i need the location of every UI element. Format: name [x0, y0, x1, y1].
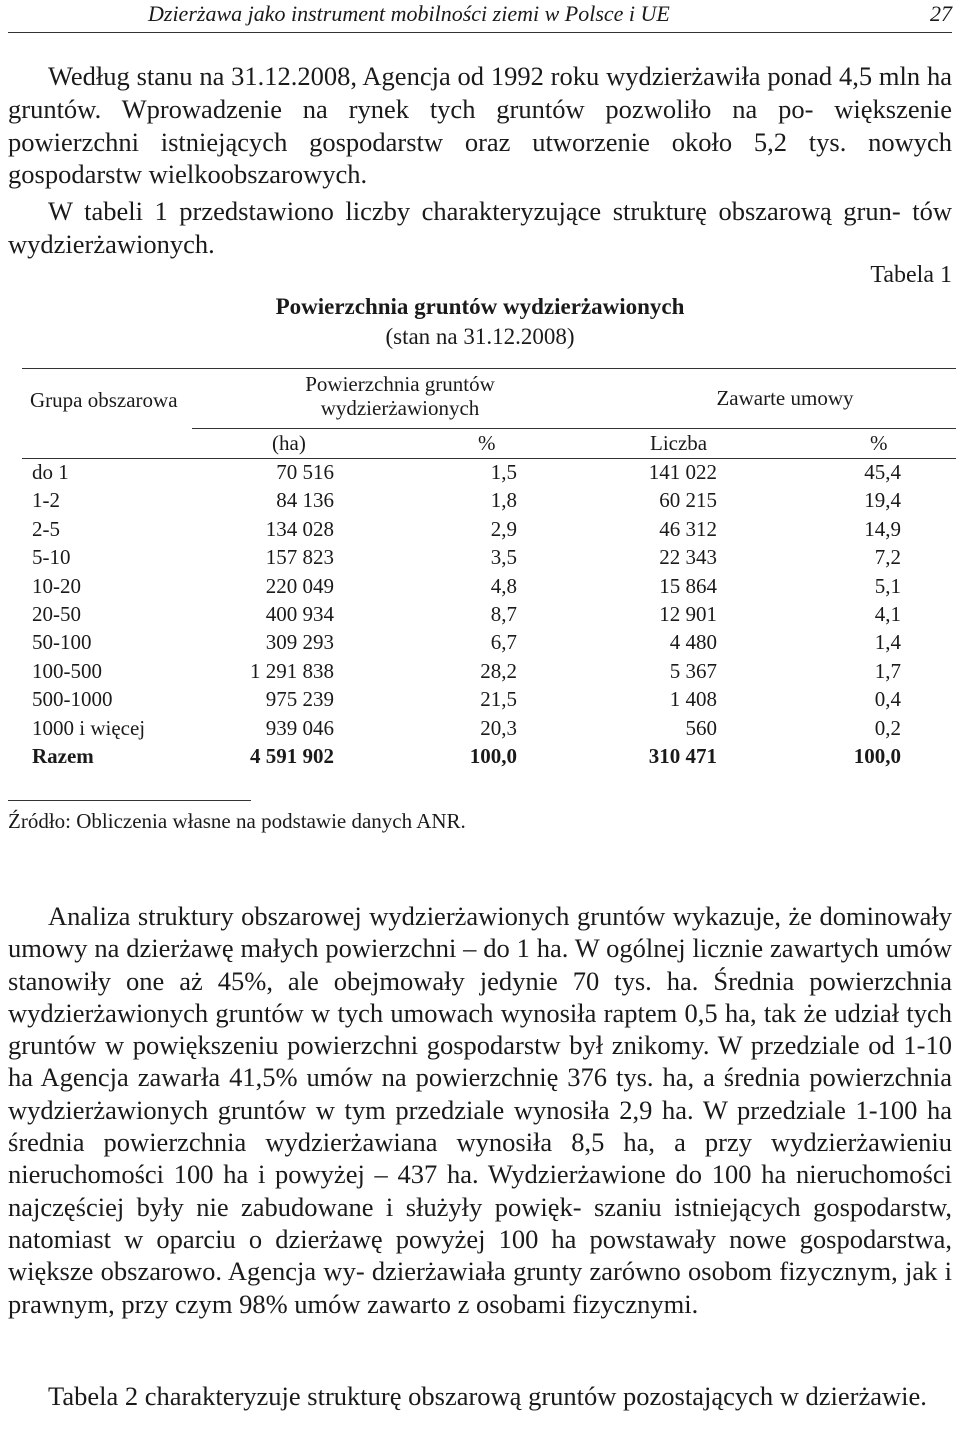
table-header-area: Powierzchnia gruntów wydzierżawionych [305, 372, 495, 420]
cell-group: 100-500 [32, 658, 102, 683]
paragraph-3-line: wydzierżawionych gruntów w tym przedziale wynosiła 2,9 ha. W przedziale [8, 1094, 846, 1125]
cell-group: do 1 [32, 460, 69, 484]
table-row [0, 486, 960, 514]
cell-area-ha: 4 591 902 [250, 743, 334, 768]
table-row [0, 458, 960, 486]
table-top-rule [22, 368, 956, 369]
cell-area-ha: 84 136 [276, 488, 334, 513]
page-number: 27 [930, 1, 952, 26]
cell-contract-count: 560 [685, 715, 717, 740]
paragraph-3-line: 100 ha powstawały nowe gospodarstwa, większe obszarowo. Agencja wy- [8, 1223, 952, 1287]
source-rule [8, 800, 251, 801]
cell-contract-count: 310 471 [648, 743, 717, 768]
cell-contract-count: 4 480 [669, 630, 717, 655]
paragraph-3-line: tys. ha. Średnia powierzchnia wydzierżawionych gruntów w tych umowach [8, 965, 953, 1028]
cell-area-ha: 70 516 [276, 460, 334, 484]
paragraph-3-line: wynosiła raptem 0,5 ha, tak że udział tych gruntów w powiększeniu [8, 997, 953, 1061]
table-header-mid-rule [192, 428, 956, 429]
paragraph-1-line: Według stanu na 31.12.2008, Agencja od 1992 roku wydzierżawiła ponad [48, 61, 833, 91]
cell-contract-percent: 5,1 [874, 573, 901, 598]
table-label: Tabela 1 [870, 262, 952, 288]
cell-group: Razem [32, 743, 94, 768]
table-row [0, 572, 960, 600]
paragraph-3-line: 98% umów zawarto z osobami fizycznymi. [239, 1288, 699, 1319]
running-header [8, 0, 952, 33]
paragraph-3-line: Analiza struktury obszarowej wydzierżawionych gruntów wykazuje, że [48, 901, 812, 931]
cell-group: 1000 i więcej [32, 715, 146, 740]
table-row [0, 515, 960, 543]
cell-contract-count: 22 343 [659, 545, 717, 570]
cell-contract-percent: 100,0 [853, 743, 901, 768]
paragraph-3-line: do 100 ha nieruchomości najczęściej były nie zabudowane i służyły powięk- [8, 1159, 952, 1222]
paragraph-4-line: Tabela 2 charakteryzuje strukturę obszarową gruntów pozostających [48, 1381, 774, 1411]
table-subtitle: (stan na 31.12.2008) [385, 324, 575, 349]
paragraph-3-line: wydzierżawieniu nieruchomości 100 ha i powyżej – 437 ha. Wydzierżawione [8, 1127, 952, 1190]
paragraph-2 [8, 195, 952, 261]
paragraph-1-line: tys. nowych gospodarstw wielkoobszarowych. [8, 126, 952, 190]
cell-area-percent: 20,3 [480, 715, 517, 740]
table-header-group: Grupa obszarowa [30, 388, 178, 412]
cell-area-ha: 309 293 [265, 630, 334, 655]
table-title: Powierzchnia gruntów wydzierżawionych [275, 294, 685, 319]
cell-area-percent: 8,7 [490, 601, 517, 626]
table-row [0, 543, 960, 571]
cell-area-ha: 939 046 [265, 715, 334, 740]
table-source-note: Źródło: Obliczenia własne na podstawie danych ANR. [8, 809, 466, 833]
cell-area-percent: 3,5 [490, 545, 517, 570]
paragraph-2-line: W tabeli 1 przedstawiono liczby charakteryzujące strukturę obszarową grun- [48, 196, 901, 226]
cell-group: 2-5 [32, 516, 60, 541]
paragraph-4 [8, 1380, 952, 1412]
paragraph-1-line: 4,5 mln ha gruntów. Wprowadzenie na rynek tych gruntów pozwoliło na po- [8, 61, 952, 124]
cell-area-percent: 1,5 [490, 460, 517, 484]
cell-group: 10-20 [32, 573, 81, 598]
paragraph-3-line: zawarła 41,5% umów na powierzchnię 376 tys. ha, a średnia powierzchnia [137, 1062, 953, 1093]
cell-area-percent: 6,7 [490, 630, 517, 655]
cell-contract-percent: 4,1 [874, 601, 901, 626]
table-unit-area-percent: % [478, 431, 496, 455]
cell-contract-percent: 1,7 [874, 658, 901, 683]
running-header-title: Dzierżawa jako instrument mobilności ziemi w Polsce i UE [148, 1, 670, 26]
table-row [0, 628, 960, 656]
cell-contract-count: 5 367 [669, 658, 717, 683]
cell-area-ha: 400 934 [265, 601, 334, 626]
cell-contract-percent: 14,9 [864, 516, 901, 541]
cell-group: 20-50 [32, 601, 81, 626]
cell-group: 500-1000 [32, 687, 113, 712]
cell-contract-percent: 0,2 [874, 715, 901, 740]
table-row [0, 600, 960, 628]
table-body [0, 458, 960, 770]
table-unit-count: Liczba [650, 431, 708, 455]
cell-area-ha: 975 239 [265, 687, 334, 712]
cell-contract-percent: 7,2 [874, 545, 901, 570]
cell-area-percent: 28,2 [480, 658, 517, 683]
cell-contract-count: 15 864 [659, 573, 717, 598]
paragraph-1-line: większenie powierzchni istniejących gospodarstw oraz utworzenie około 5,2 [8, 93, 953, 157]
paragraph-3-line: 1-100 ha średnia powierzchnia wydzierżawiana wynosiła 8,5 ha, a przy [8, 1094, 953, 1158]
paragraph-3-line: dzierżawiała grunty zarówno osobom fizycznym, jak i prawnym, przy czym [8, 1256, 952, 1319]
paragraph-3-line: szaniu istniejących gospodarstw, natomiast w oparciu o dzierżawę powyżej [8, 1191, 952, 1254]
cell-contract-percent: 0,4 [874, 687, 901, 712]
cell-contract-percent: 19,4 [864, 488, 901, 513]
cell-contract-count: 12 901 [659, 601, 717, 626]
paragraph-3-line: licznie zawartych umów stanowiły one aż 45%, ale obejmowały jedynie 70 [8, 933, 952, 996]
paragraph-3-line: powierzchni gospodarstw był znikomy. W przedziale od 1-10 ha Agencja [8, 1030, 952, 1093]
cell-area-ha: 1 291 838 [250, 658, 334, 683]
cell-contract-count: 46 312 [659, 516, 717, 541]
cell-contract-percent: 1,4 [874, 630, 901, 655]
table-unit-contracts-percent: % [870, 431, 888, 455]
cell-group: 50-100 [32, 630, 92, 655]
cell-group: 1-2 [32, 488, 60, 513]
paragraph-3-line: dominowały umowy na dzierżawę małych powierzchni – do 1 ha. W ogólnej [8, 901, 952, 964]
paragraph-4-line: w dzierżawie. [779, 1381, 927, 1411]
table-row [0, 714, 960, 742]
cell-contract-count: 1 408 [669, 687, 717, 712]
paragraph-1 [8, 60, 952, 191]
cell-area-percent: 100,0 [469, 743, 517, 768]
cell-area-percent: 1,8 [490, 488, 517, 513]
cell-contract-count: 141 022 [648, 460, 717, 484]
cell-area-percent: 2,9 [490, 516, 517, 541]
table-row [0, 657, 960, 685]
cell-contract-percent: 45,4 [864, 460, 901, 484]
cell-area-ha: 157 823 [265, 545, 334, 570]
cell-group: 5-10 [32, 545, 71, 570]
table-row [0, 685, 960, 713]
cell-area-percent: 21,5 [480, 687, 517, 712]
table-header-contracts: Zawarte umowy [716, 386, 854, 410]
cell-area-ha: 134 028 [265, 516, 334, 541]
cell-area-percent: 4,8 [490, 573, 517, 598]
paragraph-3 [8, 900, 952, 1320]
table-total-row [0, 742, 960, 770]
cell-area-ha: 220 049 [265, 573, 334, 598]
paragraph-2-line: tów wydzierżawionych. [8, 196, 953, 259]
cell-contract-count: 60 215 [659, 488, 717, 513]
table-unit-ha: (ha) [272, 431, 306, 455]
